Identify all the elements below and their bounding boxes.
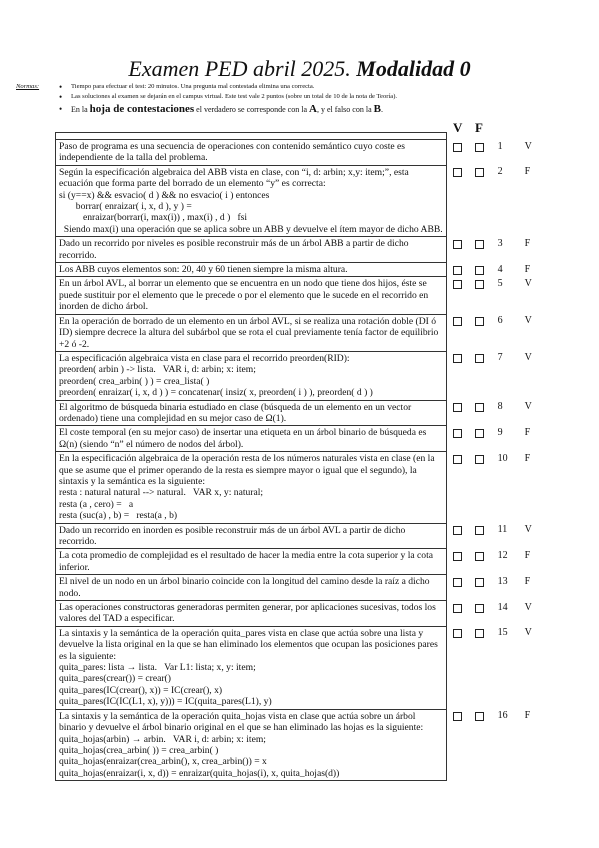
- true-checkbox[interactable]: [453, 604, 462, 613]
- answer-key: F: [524, 166, 531, 178]
- answer-key: V: [524, 401, 532, 413]
- question-row: [56, 351, 537, 400]
- rule-solutions: • Las soluciones al examen se dejarán en el campus virtual. Este test vale 2 puntos (sobre un total de 10 de la nota de Teoría).: [71, 92, 586, 102]
- answer-key: F: [524, 263, 531, 275]
- answer-key: F: [524, 237, 531, 249]
- question-row: [56, 549, 537, 575]
- question-row: [56, 575, 537, 601]
- question-line: quita_hojas(arbin) → arbin. VAR i, d: arbin; x: item;: [59, 733, 266, 745]
- question-line: Paso de programa es una secuencia de operaciones con contenido semántico cuyo coste es independiente de la talla del problema.: [59, 141, 406, 164]
- rules-block: [16, 82, 586, 117]
- column-header-v: V: [453, 120, 463, 135]
- true-checkbox[interactable]: [453, 455, 462, 464]
- true-checkbox[interactable]: [453, 429, 462, 438]
- answer-key: V: [524, 140, 532, 152]
- false-checkbox[interactable]: [475, 578, 484, 587]
- false-checkbox[interactable]: [475, 354, 484, 363]
- false-checkbox[interactable]: [475, 240, 484, 249]
- question-number: 14: [497, 601, 508, 613]
- false-checkbox[interactable]: [475, 403, 484, 412]
- question-row: [56, 263, 537, 277]
- answer-key: V: [524, 352, 532, 364]
- question-line: El nivel de un nodo en un árbol binario coincide con la longitud del camino desde la raíz a dicho nodo.: [59, 576, 430, 599]
- answer-key: V: [524, 601, 532, 613]
- question-line: En la operación de borrado de un elemento en un árbol AVL, si se realiza una rotación doble (DI ó ID) siempre decrece la altura del subárbol que se rota el cual previamente tenía factor de equilibrio +2 ó -2.: [59, 315, 439, 350]
- true-checkbox[interactable]: [453, 240, 462, 249]
- true-checkbox[interactable]: [453, 143, 462, 152]
- question-number: 9: [497, 426, 503, 438]
- answer-key: V: [524, 524, 532, 536]
- table-top-row: [56, 133, 537, 140]
- question-line: quita_pares(crear()) = crear(): [59, 673, 171, 685]
- question-line: resta (a , cero) = a: [59, 498, 134, 510]
- false-checkbox[interactable]: [475, 143, 484, 152]
- question-line: En la especificación algebraica de la operación resta de los números naturales vista en clase (en la que se asume que el primer operando de la resta es siempre mayor o igual que el segundo), la sintaxis y la semántica es la siguiente:: [59, 453, 435, 487]
- false-checkbox[interactable]: [475, 266, 484, 275]
- rules-label: Normas:: [16, 83, 40, 90]
- question-row: [56, 314, 537, 351]
- question-line: La sintaxis y la semántica de la operación quita_pares vista en clase que actúa sobre una lista y devuelve la lista original en la que se han eliminado los elementos que ocupan las posiciones pares es la siguiente:: [59, 627, 438, 662]
- answer-key: V: [524, 315, 532, 327]
- true-checkbox[interactable]: [453, 317, 462, 326]
- question-number: 11: [497, 524, 508, 536]
- question-text: [56, 400, 447, 426]
- true-checkbox[interactable]: [453, 712, 462, 721]
- question-text: [56, 426, 447, 452]
- question-line: La cota promedio de complejidad es el resultado de hacer la media entre la cota superior y la cota inferior.: [59, 550, 433, 573]
- false-checkbox[interactable]: [475, 712, 484, 721]
- question-number: 8: [497, 401, 503, 413]
- question-text: [56, 452, 447, 523]
- question-line: La especificación algebraica vista en clase para el recorrido preorden(RID):: [59, 352, 350, 364]
- true-checkbox[interactable]: [453, 552, 462, 561]
- question-text: [56, 351, 447, 400]
- true-checkbox[interactable]: [453, 354, 462, 363]
- question-line: resta : natural natural --> natural. VAR x, y: natural;: [59, 487, 264, 499]
- false-checkbox[interactable]: [475, 317, 484, 326]
- question-line: quita_pares(IC(crear(), x)) = IC(crear(), x): [59, 684, 223, 696]
- question-number: 7: [497, 352, 503, 364]
- true-checkbox[interactable]: [453, 266, 462, 275]
- rule-time: • Tiempo para efectuar el test: 20 minutos. Una pregunta mal contestada elimina una correcta.: [71, 82, 586, 92]
- answer-key: V: [524, 277, 532, 289]
- exam-title: [0, 56, 599, 82]
- false-checkbox[interactable]: [475, 168, 484, 177]
- false-checkbox[interactable]: [475, 629, 484, 638]
- question-row: [56, 165, 537, 236]
- question-text: [56, 237, 447, 263]
- false-checkbox[interactable]: [475, 604, 484, 613]
- rule-answer-sheet: • En la hoja de contestaciones el verdadero se corresponde con la A, y el falso con la B.: [71, 102, 586, 117]
- question-line: El coste temporal (en su mejor caso) de insertar una etiqueta en un árbol binario de búsqueda es Ω(n) (siendo “n” el número de nodos del árbol).: [59, 427, 427, 450]
- question-line: quita_hojas(enraizar(i, x, d)) = enraizar(quita_hojas(i), x, quita_hojas(d)): [59, 767, 340, 779]
- answer-key: F: [524, 452, 531, 464]
- true-checkbox[interactable]: [453, 578, 462, 587]
- answer-key: F: [524, 575, 531, 587]
- question-text: [56, 314, 447, 351]
- question-text: [56, 601, 447, 627]
- question-line: quita_hojas(crea_arbin( )) = crea_arbin( ): [59, 744, 219, 756]
- true-checkbox[interactable]: [453, 526, 462, 535]
- answer-key: V: [524, 627, 532, 639]
- question-text: [56, 575, 447, 601]
- title-text: Examen PED abril 2025.: [128, 56, 351, 81]
- question-row: [56, 452, 537, 523]
- question-number: 2: [497, 166, 503, 178]
- question-line: si (y==x) && esvacio( d ) && no esvacio( i ) entonces: [59, 189, 270, 201]
- true-checkbox[interactable]: [453, 403, 462, 412]
- question-row: [56, 523, 537, 549]
- question-text: [56, 263, 447, 277]
- questions-table: [55, 132, 537, 781]
- question-line: Las operaciones constructoras generadoras permiten generar, por aplicaciones sucesivas, todos los valores del TAD a especificar.: [59, 602, 436, 625]
- question-number: 12: [497, 549, 508, 561]
- question-text: [56, 549, 447, 575]
- question-line: quita_hojas(enraizar(crea_arbin(), x, crea_arbin()) = x: [59, 756, 267, 768]
- question-number: 10: [497, 452, 508, 464]
- question-text: [56, 626, 447, 709]
- false-checkbox[interactable]: [475, 280, 484, 289]
- question-number: 6: [497, 315, 503, 327]
- question-row: [56, 601, 537, 627]
- question-number: 15: [497, 627, 508, 639]
- question-line: La sintaxis y la semántica de la operación quita_hojas vista en clase que actúa sobre un árbol binario y devuelve el árbol binario original en el que se han eliminado las hojas es la siguiente:: [59, 710, 424, 734]
- question-line: El algoritmo de búsqueda binaria estudiado en clase (búsqueda de un elemento en un vector ordenado) tiene una complejidad en su mejor caso de Ω(1).: [59, 401, 412, 424]
- question-line: resta (suc(a) , b) = resta(a , b): [59, 510, 178, 522]
- false-checkbox[interactable]: [475, 552, 484, 561]
- question-number: 5: [497, 277, 503, 289]
- question-row: [56, 277, 537, 314]
- question-text: [56, 709, 447, 780]
- question-text: [56, 140, 447, 166]
- question-row: [56, 626, 537, 709]
- false-checkbox[interactable]: [475, 429, 484, 438]
- answer-key: F: [524, 710, 531, 722]
- question-text: [56, 277, 447, 314]
- answer-key: F: [524, 426, 531, 438]
- false-checkbox[interactable]: [475, 526, 484, 535]
- question-line: Dado un recorrido por niveles es posible reconstruir más de un árbol ABB a partir de dicho recorrido.: [59, 238, 409, 261]
- question-line: borrar( enraizar( i, x, d ), y ) =: [59, 201, 192, 213]
- question-line: enraizar(borrar(i, max(i)) , max(i) , d ) fsi: [59, 212, 248, 224]
- answer-key: F: [524, 549, 531, 561]
- question-line: preorden( arbin ) -> lista. VAR i, d: arbin; x: item;: [59, 364, 256, 376]
- question-line: preorden( crea_arbin( ) ) = crea_lista( ): [59, 375, 210, 387]
- question-line: En un árbol AVL, al borrar un elemento que se encuentra en un nodo que tiene dos hijos, éste se puede sustituir por el elemento que le precede o por el elemento que le sucede en el recorrido en inorden de dicho árbol.: [59, 278, 429, 313]
- question-number: 4: [497, 263, 503, 275]
- question-row: [56, 426, 537, 452]
- question-number: 1: [497, 140, 503, 152]
- question-line: quita_pares: lista → lista. Var L1: lista; x, y: item;: [59, 662, 256, 674]
- question-number: 16: [497, 710, 508, 722]
- question-line: Siendo max(i) una operación que se aplica sobre un ABB y devuelve el ítem mayor de dicho ABB.: [59, 223, 443, 235]
- column-header-f: F: [475, 120, 483, 135]
- question-row: [56, 709, 537, 780]
- question-line: Dado un recorrido en inorden es posible reconstruir más de un árbol AVL a partir de dicho recorrido.: [59, 524, 406, 547]
- title-modality: Modalidad 0: [356, 56, 471, 81]
- question-row: [56, 237, 537, 263]
- question-line: preorden( enraizar( i, x, d ) ) = concatenar( insiz( x, preorden( i ) ), preorden( d ) ): [59, 387, 373, 399]
- question-text: [56, 523, 447, 549]
- question-number: 13: [497, 575, 508, 587]
- question-line: Los ABB cuyos elementos son: 20, 40 y 60 tienen siempre la misma altura.: [59, 264, 348, 276]
- question-row: [56, 140, 537, 166]
- question-line: quita_pares(IC(IC(L1, x), y))) = IC(quita_pares(L1), y): [59, 696, 272, 708]
- question-row: [56, 400, 537, 426]
- true-checkbox[interactable]: [453, 280, 462, 289]
- question-line: Según la especificación algebraica del ABB vista en clase, con “i, d: arbin; x,y: item;”, esta ecuación que forma parte del borrado de un elemento “y” es correcta:: [59, 166, 409, 190]
- true-checkbox[interactable]: [453, 629, 462, 638]
- true-checkbox[interactable]: [453, 168, 462, 177]
- question-text: [56, 165, 447, 236]
- false-checkbox[interactable]: [475, 455, 484, 464]
- question-number: 3: [497, 237, 503, 249]
